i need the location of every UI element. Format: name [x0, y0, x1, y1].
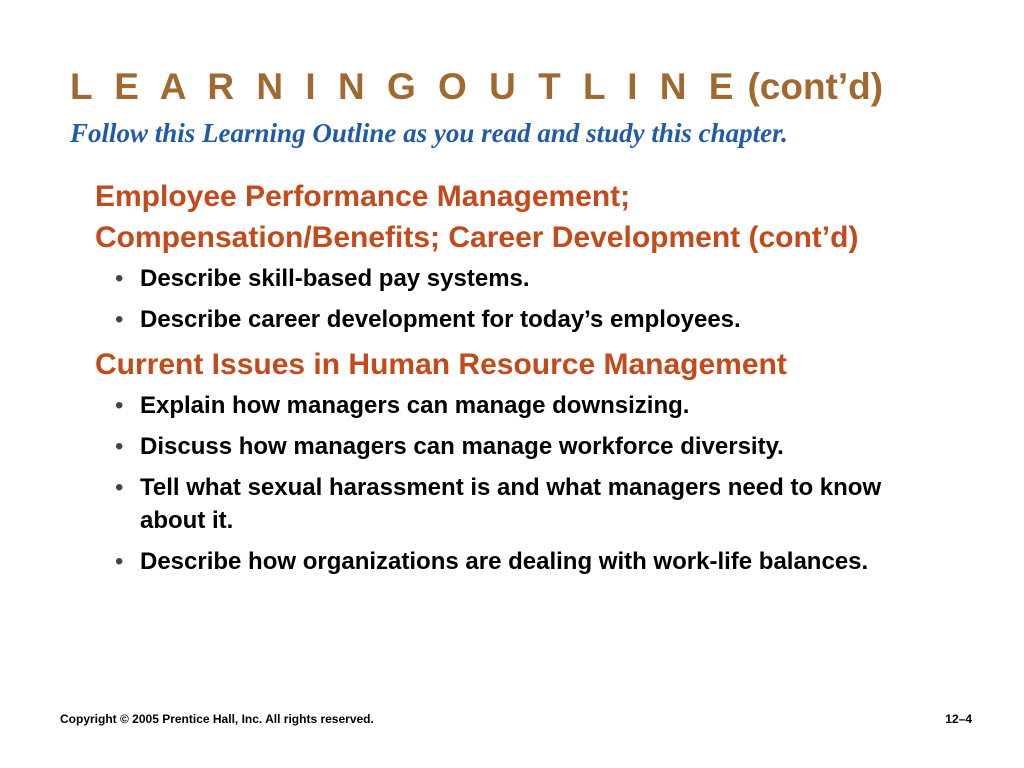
slide-subtitle: Follow this Learning Outline as you read and study this chapter.: [70, 118, 788, 148]
bullet-text: Discuss how managers can manage workforce diversity.: [140, 433, 784, 460]
bullet-dot: •: [115, 265, 124, 292]
bullet-text: Describe career development for today’s employees.: [140, 306, 741, 333]
page-number: 12–4: [945, 712, 972, 726]
section-heading-performance: Employee Performance Management; Compensation/Benefits; Career Development (cont’d): [95, 180, 859, 254]
bullet-list-current-issues: [95, 389, 925, 578]
section-heading-current-issues: Current Issues in Human Resource Management: [95, 348, 787, 381]
list-item: [95, 303, 925, 336]
bullet-list-performance: [95, 262, 925, 336]
bullet-dot: •: [115, 306, 124, 333]
bullet-text: Describe skill-based pay systems.: [140, 265, 530, 292]
list-item: [95, 262, 925, 295]
bullet-dot: •: [115, 392, 124, 419]
list-item: [95, 545, 925, 578]
bullet-text: Explain how managers can manage downsizing.: [140, 392, 690, 419]
bullet-dot: •: [115, 433, 124, 460]
slide-title-main: L E A R N I N G O U T L I N E: [70, 66, 740, 107]
slide-title: [70, 64, 883, 110]
slide-title-contd: (cont’d): [747, 66, 884, 107]
outline-content: [95, 176, 925, 586]
bullet-text: Describe how organizations are dealing with work-life balances.: [140, 548, 869, 575]
bullet-text: Tell what sexual harassment is and what managers need to know about it.: [140, 474, 882, 534]
bullet-dot: •: [115, 474, 124, 501]
copyright-notice: Copyright © 2005 Prentice Hall, Inc. All rights reserved.: [60, 712, 374, 726]
bullet-dot: •: [115, 548, 124, 575]
list-item: [95, 471, 925, 537]
list-item: [95, 430, 925, 463]
slide-footer: [60, 712, 972, 732]
list-item: [95, 389, 925, 422]
